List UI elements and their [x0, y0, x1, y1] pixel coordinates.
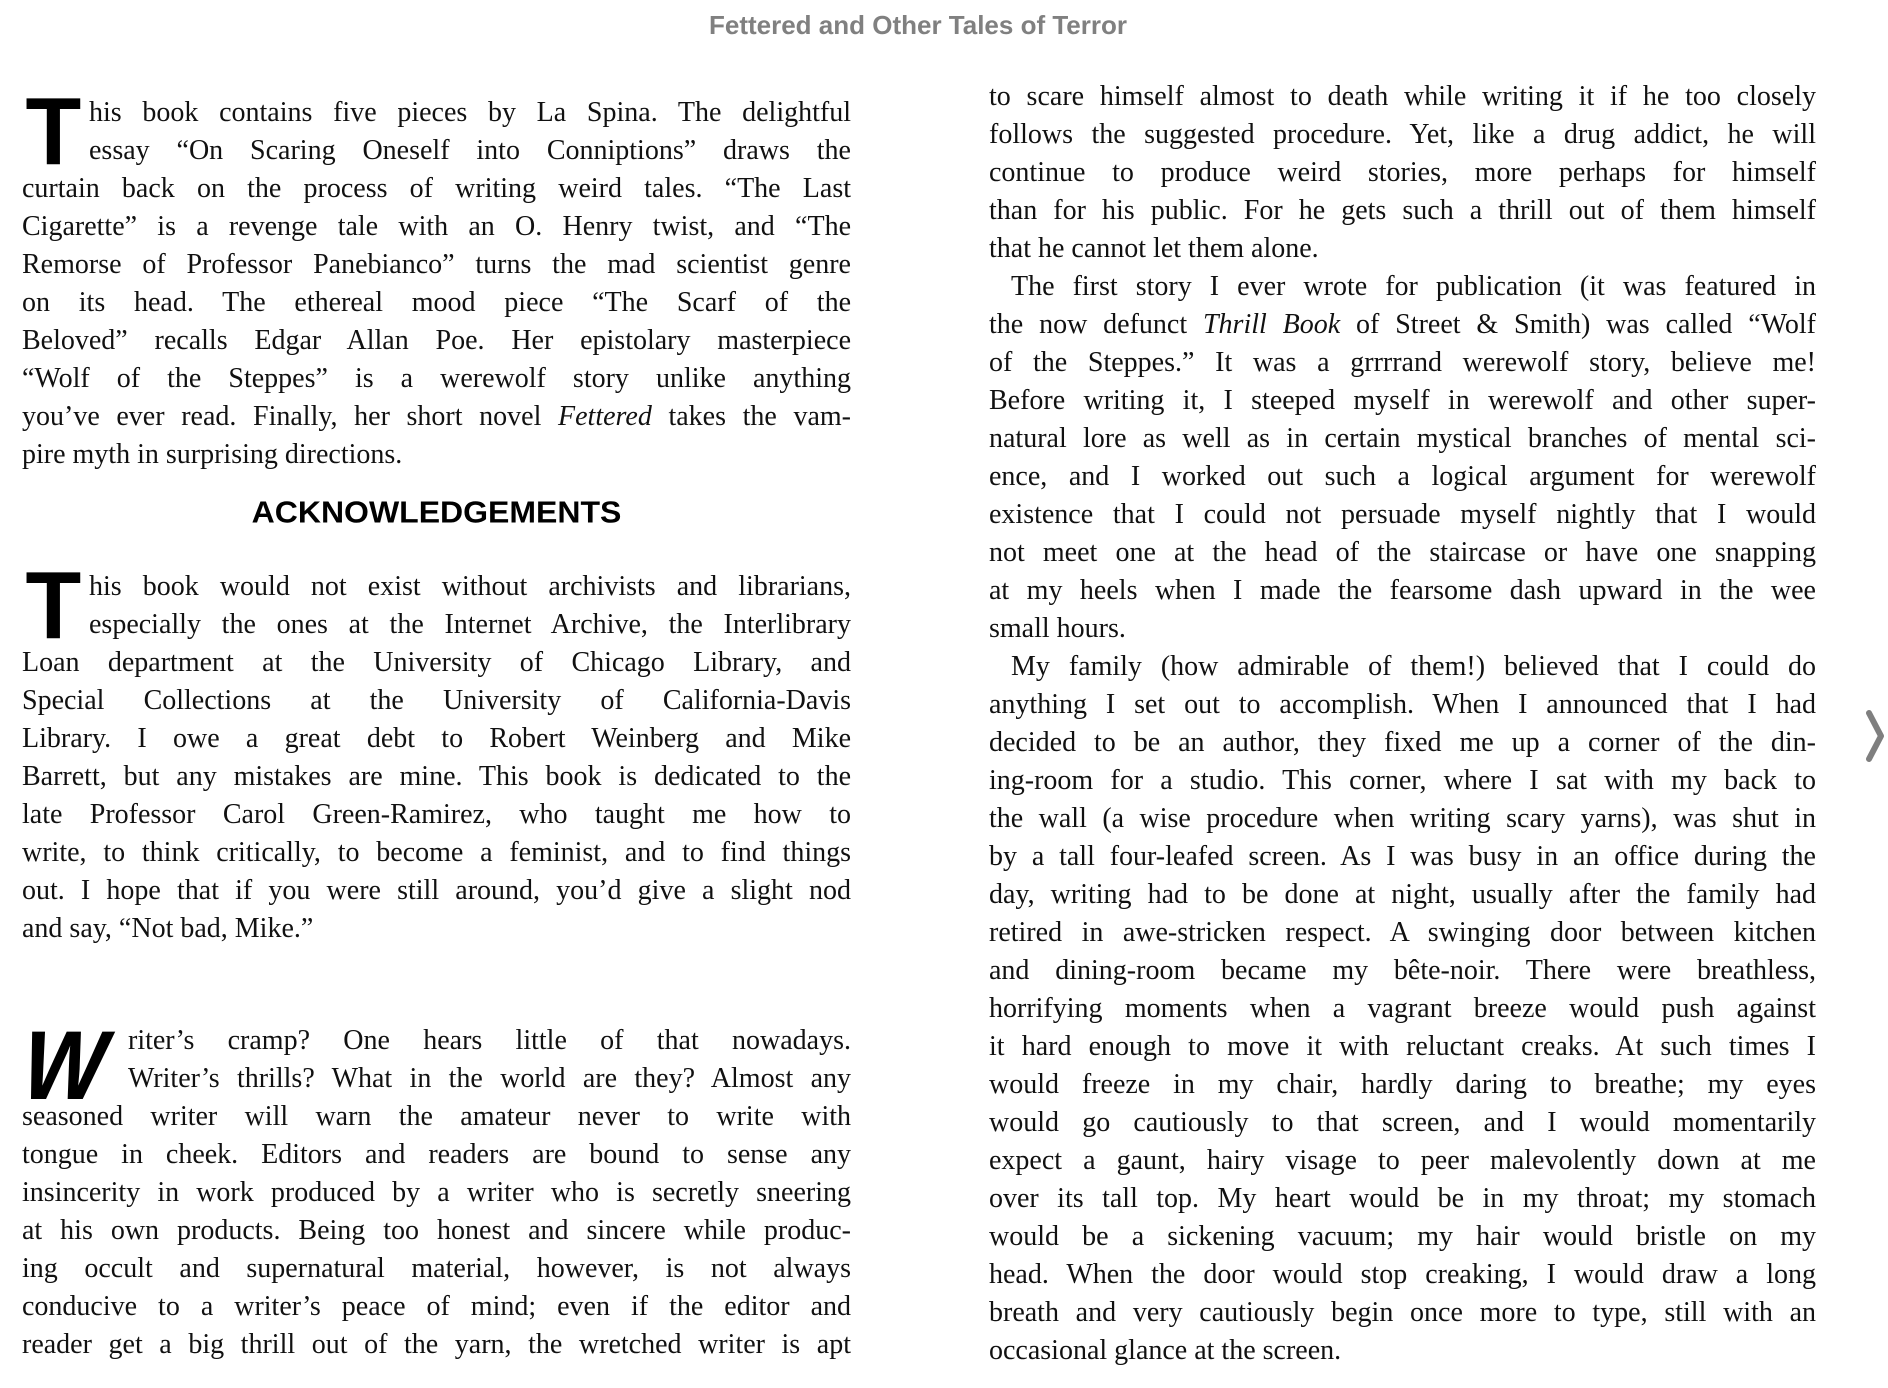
- text-line: head. When the door would stop creaking, I would draw a long: [989, 1259, 1816, 1290]
- text-segment: you’ve ever read. Finally, her short novel: [22, 401, 559, 432]
- italic-title: Thrill Book: [1202, 309, 1341, 340]
- section-heading: ACKNOWLEDGEMENTS: [251, 494, 622, 530]
- text-line: Writer’s thrills? What in the world are they? Almost any: [128, 1063, 851, 1094]
- text-line: conducive to a writer’s peace of mind; even if the editor and: [22, 1291, 851, 1322]
- drop-cap: T: [25, 552, 82, 659]
- text-line: than for his public. For he gets such a thrill out of them himself: [989, 195, 1816, 226]
- text-line: ence, and I worked out such a logical argument for werewolf: [989, 461, 1816, 492]
- text-segment: takes the vam-: [651, 401, 851, 432]
- text-line: and dining-room became my bête-noir. There were breathless,: [989, 955, 1816, 986]
- text-line: especially the ones at the Internet Archive, the Interlibrary: [89, 609, 851, 640]
- text-line: [22, 398, 851, 436]
- intro-paragraph: [22, 78, 851, 474]
- text-line: Before writing it, I steeped myself in werewolf and other super-: [989, 385, 1816, 416]
- text-line: ing occult and supernatural material, however, is not always: [22, 1253, 851, 1284]
- text-line: would be a sickening vacuum; my hair would bristle on my: [989, 1221, 1816, 1252]
- text-line: would go cautiously to that screen, and I would momentarily: [989, 1107, 1816, 1138]
- text-line: Beloved” recalls Edgar Allan Poe. Her epistolary masterpiece: [22, 325, 851, 356]
- text-line: decided to be an author, they fixed me up a corner of the din-: [989, 727, 1816, 758]
- text-line: write, to think critically, to become a feminist, and to find things: [22, 837, 851, 868]
- text-line: essay “On Scaring Oneself into Conniptions” draws the: [89, 135, 851, 166]
- right-page: [989, 78, 1816, 1370]
- text-line: expect a gaunt, hairy visage to peer malevolently down at me: [989, 1145, 1816, 1176]
- text-line: follows the suggested procedure. Yet, like a drug addict, he will: [989, 119, 1816, 150]
- drop-cap: T: [25, 78, 82, 185]
- text-line: riter’s cramp? One hears little of that nowadays.: [128, 1025, 851, 1056]
- text-line: of the Steppes.” It was a grrrrand werewolf story, believe me!: [989, 347, 1816, 378]
- text-line: late Professor Carol Green-Ramirez, who taught me how to: [22, 799, 851, 830]
- text-line: curtain back on the process of writing weird tales. “The Last: [22, 173, 851, 204]
- text-line: his book contains five pieces by La Spina. The delightful: [89, 97, 851, 128]
- text-segment: of Street & Smith) was called “Wolf: [1340, 309, 1816, 340]
- text-line: The first story I ever wrote for publication (it was featured in: [1011, 271, 1816, 302]
- text-line: on its head. The ethereal mood piece “The Scarf of the: [22, 287, 851, 318]
- text-line: Loan department at the University of Chicago Library, and: [22, 647, 851, 678]
- text-line: Cigarette” is a revenge tale with an O. Henry twist, and “The: [22, 211, 851, 242]
- text-line: ing-room for a studio. This corner, where I sat with my back to: [989, 765, 1816, 796]
- text-line: seasoned writer will warn the amateur never to write with: [22, 1101, 851, 1132]
- text-line: day, writing had to be done at night, usually after the family had: [989, 879, 1816, 910]
- text-line: not meet one at the head of the staircase or have one snapping: [989, 537, 1816, 568]
- text-line: pire myth in surprising directions.: [22, 439, 403, 470]
- chevron-right-icon[interactable]: [1862, 708, 1888, 764]
- drop-cap: W: [10, 1010, 121, 1120]
- text-line: and say, “Not bad, Mike.”: [22, 913, 314, 944]
- text-line: natural lore as well as in certain mystical branches of mental sci-: [989, 423, 1816, 454]
- text-line: continue to produce weird stories, more perhaps for himself: [989, 157, 1816, 188]
- text-line: the wall (a wise procedure when writing scary yarns), was shut in: [989, 803, 1816, 834]
- text-line: Library. I owe a great debt to Robert Weinberg and Mike: [22, 723, 851, 754]
- text-line: “Wolf of the Steppes” is a werewolf story unlike anything: [22, 363, 851, 394]
- text-line: that he cannot let them alone.: [989, 233, 1319, 264]
- text-line: reader get a big thrill out of the yarn, the wretched writer is apt: [22, 1329, 851, 1360]
- text-line: it hard enough to move it with reluctant creaks. At such times I: [989, 1031, 1816, 1062]
- text-line: would freeze in my chair, hardly daring to breathe; my eyes: [989, 1069, 1816, 1100]
- text-line: his book would not exist without archivists and librarians,: [89, 571, 851, 602]
- text-line: by a tall four-leafed screen. As I was busy in an office during the: [989, 841, 1816, 872]
- chevron-stroke: [1869, 713, 1881, 759]
- text-line: My family (how admirable of them!) believed that I could do: [1011, 651, 1816, 682]
- text-line: out. I hope that if you were still around, you’d give a slight nod: [22, 875, 851, 906]
- text-line: horrifying moments when a vagrant breeze would push against: [989, 993, 1816, 1024]
- text-line: at my heels when I made the fearsome dash upward in the wee: [989, 575, 1816, 606]
- text-line: Special Collections at the University of California-Davis: [22, 685, 851, 716]
- book-title: Fettered and Other Tales of Terror: [708, 10, 1127, 40]
- text-segment: the now defunct: [989, 309, 1203, 340]
- text-line: tongue in cheek. Editors and readers are bound to sense any: [22, 1139, 851, 1170]
- text-line: to scare himself almost to death while writing it if he too closely: [989, 81, 1816, 112]
- text-line: existence that I could not persuade myself nightly that I would: [989, 499, 1816, 530]
- text-line: insincerity in work produced by a writer who is secretly sneering: [22, 1177, 851, 1208]
- italic-title: Fettered: [558, 401, 652, 432]
- text-line: small hours.: [989, 613, 1126, 644]
- text-line: Remorse of Professor Panebianco” turns the mad scientist genre: [22, 249, 851, 280]
- acknowledgements-paragraph: [22, 552, 851, 948]
- text-line: breath and very cautiously begin once more to type, still with an: [989, 1297, 1816, 1328]
- text-line: anything I set out to accomplish. When I announced that I had: [989, 689, 1816, 720]
- text-line: [989, 306, 1816, 344]
- text-line: over its tall top. My heart would be in my throat; my stomach: [989, 1183, 1816, 1214]
- text-line: occasional glance at the screen.: [989, 1335, 1342, 1366]
- essay-paragraph: [10, 1010, 851, 1364]
- text-line: Barrett, but any mistakes are mine. This book is dedicated to the: [22, 761, 851, 792]
- text-line: retired in awe-stricken respect. A swinging door between kitchen: [989, 917, 1816, 948]
- text-line: at his own products. Being too honest and sincere while produc-: [22, 1215, 851, 1246]
